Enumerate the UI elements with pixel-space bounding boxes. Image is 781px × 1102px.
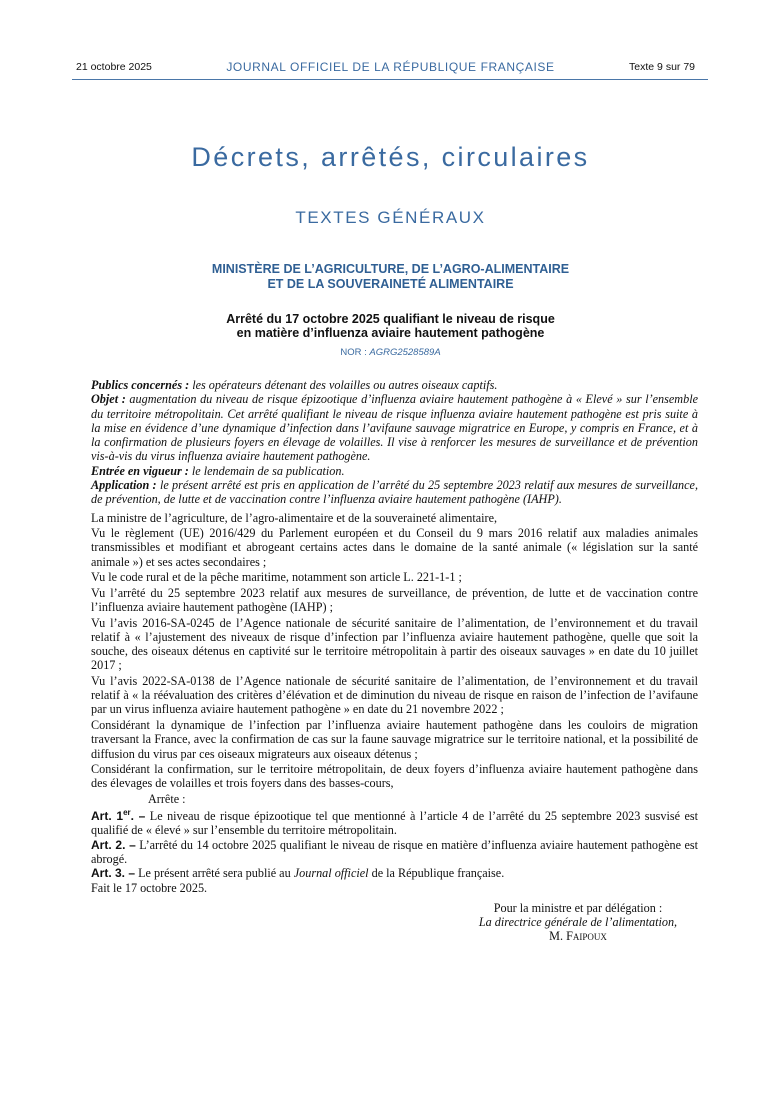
signature-delegation: Pour la ministre et par délégation : — [493, 900, 663, 915]
visa-paragraph: Vu l’avis 2016-SA-0245 de l’Agence nationale de sécurité sanitaire de l’alimentation, de l’environnement et du travail relatif à « l’ajustement des niveaux de risque d’infection par l’influenza aviaire hautement pathogène, quelle que soit la souche, des oiseaux détenus en captivité sur le territoire métropolitain à partir des oiseaux sauvages » en date du 10 juillet 2017 ; — [91, 615, 698, 673]
header-journal-name: JOURNAL OFFICIEL DE LA RÉPUBLIQUE FRANÇAISE — [226, 60, 555, 74]
rubric-title: Décrets, arrêtés, circulaires — [191, 142, 590, 172]
arrete-title-line-2: en matière d’influenza aviaire hautement pathogène — [236, 326, 545, 340]
article-3-text-after: de la République française. — [368, 866, 505, 881]
signing-date: Fait le 17 octobre 2025. — [91, 880, 208, 895]
article-3-text-before: Le présent arrêté sera publié au — [135, 866, 294, 881]
nor-label: NOR : — [340, 347, 370, 358]
article-label: Art. 1 — [91, 809, 124, 824]
summary-application — [91, 478, 698, 507]
summary-application-label: Application : — [91, 478, 157, 493]
nor-value: AGRG2528589A — [369, 347, 441, 358]
visa-paragraph: Vu l’avis 2022-SA-0138 de l’Agence nationale de sécurité sanitaire de l’alimentation, de l’environnement et du travail relatif à « la réévaluation des critères d’élévation et de diminution du niveau de risque en raison de l’infection de l’avifaune par un virus influenza aviaire hautement pathogène » en date du 21 novembre 2022 ; — [91, 673, 698, 717]
article-2 — [91, 838, 698, 867]
article-3-label — [91, 866, 135, 880]
visa-paragraph: Considérant la dynamique de l’infection par l’influenza aviaire hautement pathogène dans les couloirs de migration traversant la France, avec la confirmation de cas sur la faune sauvage migratrice sur le territoire national, et la possibilité de diffusion du virus par ces oiseaux migrateurs aux oiseaux détenus ; — [91, 717, 698, 761]
summary-objet — [91, 392, 698, 463]
header-page-number: Texte 9 sur 79 — [629, 61, 695, 73]
ministry-heading — [0, 262, 781, 292]
article-2-label — [91, 838, 136, 852]
visas — [91, 511, 698, 791]
arrete-title-line-1: Arrêté du 17 octobre 2025 qualifiant le niveau de risque — [226, 312, 555, 326]
summary-entree-label: Entrée en vigueur : — [91, 463, 189, 478]
article-3-text-italic: Journal officiel — [293, 866, 369, 881]
article-1 — [91, 806, 698, 838]
arrete-word: Arrête : — [148, 791, 186, 806]
signature-initial: M. — [549, 929, 567, 944]
visa-paragraph: Considérant la confirmation, sur le territoire métropolitain, de deux foyers d’influenza aviaire hautement pathogène dans des élevages de volailles et trois foyers dans des basses-cours, — [91, 762, 698, 791]
summary-application-text: le présent arrêté est pris en application de l’arrêté du 25 septembre 2023 relatif aux mesures de surveillance, de prévention, de lutte et de vaccination contre l’influenza aviaire hautement pathogène (IAHP). — [91, 478, 699, 507]
article-label-suffix: – — [125, 866, 136, 881]
article-1-text: Le niveau de risque épizootique tel que mentionné à l’article 4 de l’arrêté du 25 septembre 2023 susvisé est qualifié de « élevé » sur l’ensemble du territoire métropolitain. — [91, 809, 698, 838]
article-label-suffix: . – — [130, 809, 146, 824]
ministry-line-1: MINISTÈRE DE L’AGRICULTURE, DE L’AGRO-ALIMENTAIRE — [211, 262, 570, 276]
visa-paragraph: Vu l’arrêté du 25 septembre 2023 relatif aux mesures de surveillance, de prévention, de lutte et de vaccination contre l’influenza aviaire hautement pathogène (IAHP) ; — [91, 585, 698, 615]
article-label-suffix: – — [125, 837, 136, 852]
header-divider — [72, 79, 708, 80]
article-label: Art. 2. — [91, 837, 126, 852]
document-body — [91, 378, 698, 944]
section-title: TEXTES GÉNÉRAUX — [295, 208, 486, 227]
article-label: Art. 3. — [91, 866, 126, 881]
summary-entree-text: le lendemain de sa publication. — [188, 463, 345, 478]
article-label-sup: er — [123, 808, 131, 818]
article-2-text: L’arrêté du 14 octobre 2025 qualifiant le niveau de risque en matière d’influenza aviaire hautement pathogène est abrogé. — [91, 837, 698, 866]
arrete-title — [0, 312, 781, 340]
header-date: 21 octobre 2025 — [76, 61, 152, 73]
signature-title: La directrice générale de l’alimentation, — [478, 915, 678, 930]
signature-surname: Faipoux — [566, 929, 607, 944]
summary-publics-label: Publics concernés : — [91, 378, 190, 392]
summary-objet-text: augmentation du niveau de risque épizootique d’influenza aviaire hautement pathogène à « Elevé » sur l’ensemble du territoire métropolitain. Cet arrêté qualifiant le niveau de risque influenza aviaire hautement pathogène est pris suite à la mise en évidence d’une dynamique d’infection dans l’avifaune sauvage migratrice en Europe, y compris en France, et à la confirmation de plusieurs foyers en élevage de volailles. Il vise à renforcer les mesures de surveillance et de prévention vis-à-vis du virus influenza aviaire hautement pathogène. — [91, 392, 698, 464]
article-3 — [91, 866, 698, 880]
summary-publics-text: les opérateurs détenant des volailles ou autres oiseaux captifs. — [189, 378, 498, 392]
visa-paragraph: Vu le règlement (UE) 2016/429 du Parlement européen et du Conseil du 9 mars 2016 relatif aux maladies animales transmissibles et modifiant et abrogeant certains actes dans le domaine de la santé animale (« législation sur la santé animale ») et ses actes secondaires ; — [91, 526, 698, 569]
notice-summary — [91, 378, 698, 507]
visa-paragraph: Vu le code rural et de la pêche maritime, notamment son article L. 221-1-1 ; — [91, 570, 462, 585]
signature-name — [458, 929, 698, 943]
nor-reference — [0, 347, 781, 358]
summary-publics — [91, 378, 698, 392]
visa-paragraph: La ministre de l’agriculture, de l’agro-alimentaire et de la souveraineté alimentaire, — [91, 510, 498, 525]
ministry-line-2: ET DE LA SOUVERAINETÉ ALIMENTAIRE — [267, 277, 514, 291]
summary-objet-label: Objet : — [91, 392, 126, 407]
article-1-label — [91, 809, 145, 823]
summary-entree — [91, 464, 698, 478]
signature-block — [91, 901, 698, 944]
